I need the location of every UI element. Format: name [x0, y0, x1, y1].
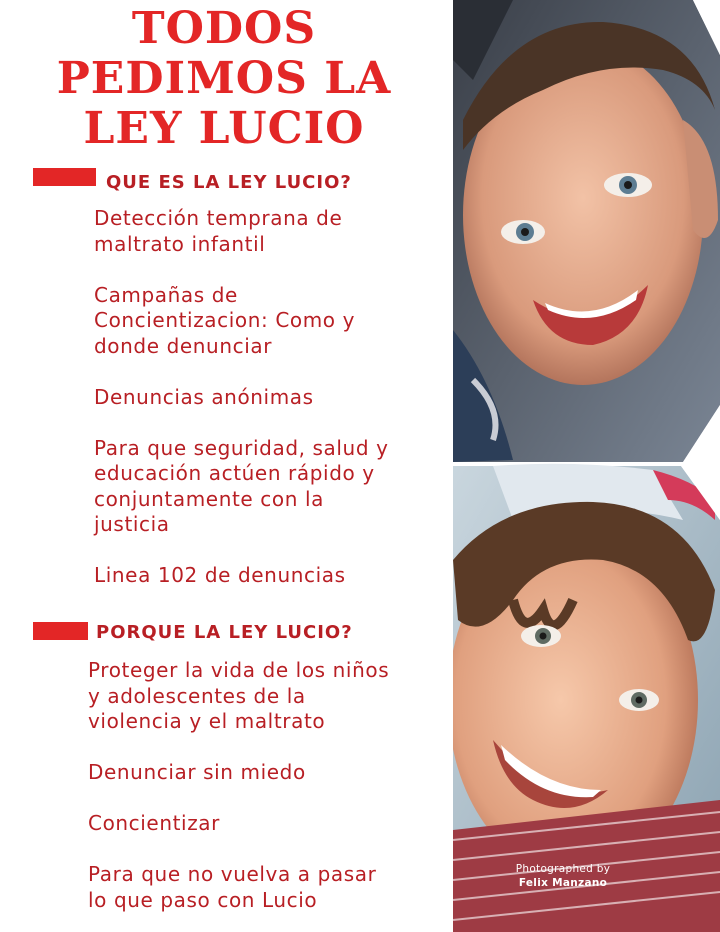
list-item-line: conjuntamente con la	[94, 486, 324, 511]
list-item	[94, 206, 389, 257]
list-item-line: lo que paso con Lucio	[88, 887, 318, 912]
list-item	[94, 436, 389, 538]
list-item-line: Denuncias anónimas	[94, 384, 314, 409]
list-item-line: Concientizacion: Como y	[94, 308, 356, 332]
portrait-collage	[453, 0, 720, 932]
list-item-line: Concientizar	[88, 811, 220, 835]
section2-accent-bar	[33, 622, 88, 640]
photo-credit	[508, 862, 618, 890]
list-item	[94, 563, 389, 589]
photo-panel	[453, 0, 720, 932]
section1-heading: QUE ES LA LEY LUCIO?	[106, 172, 352, 193]
section1-list	[94, 206, 389, 589]
list-item-line: violencia y el maltrato	[88, 709, 326, 733]
list-item-line: y adolescentes de la	[88, 683, 306, 708]
section1-accent-bar	[33, 168, 96, 186]
photo-top	[453, 0, 720, 462]
list-item-line: maltrato infantil	[94, 231, 266, 256]
list-item	[94, 385, 389, 411]
list-item	[88, 760, 389, 786]
list-item-line: educación actúen rápido y	[94, 461, 375, 485]
list-item-line: justicia	[94, 512, 170, 536]
list-item	[94, 283, 389, 360]
section2-heading: PORQUE LA LEY LUCIO?	[96, 622, 353, 643]
list-item-line: Para que seguridad, salud y	[94, 435, 389, 460]
photo-credit-name: Felix Manzano	[518, 877, 608, 889]
section2-list	[88, 658, 389, 913]
list-item-line: donde denunciar	[94, 333, 273, 358]
title-line-2: PEDIMOS LA	[56, 53, 392, 104]
title-line-3: LEY LUCIO	[83, 103, 365, 154]
list-item-line: Para que no vuelva a pasar	[88, 862, 377, 886]
list-item-line: Detección temprana de	[94, 206, 343, 230]
photo-credit-label: Photographed by	[515, 863, 611, 875]
title-line-1: TODOS	[131, 3, 317, 54]
list-item-line: Campañas de	[94, 282, 238, 307]
list-item-line: Proteger la vida de los niños	[88, 658, 390, 682]
list-item-line: Denunciar sin miedo	[88, 760, 306, 784]
poster-title	[14, 4, 434, 154]
list-item	[88, 811, 389, 837]
list-item	[88, 862, 389, 913]
list-item-line: Linea 102 de denuncias	[94, 563, 346, 587]
list-item	[88, 658, 389, 735]
